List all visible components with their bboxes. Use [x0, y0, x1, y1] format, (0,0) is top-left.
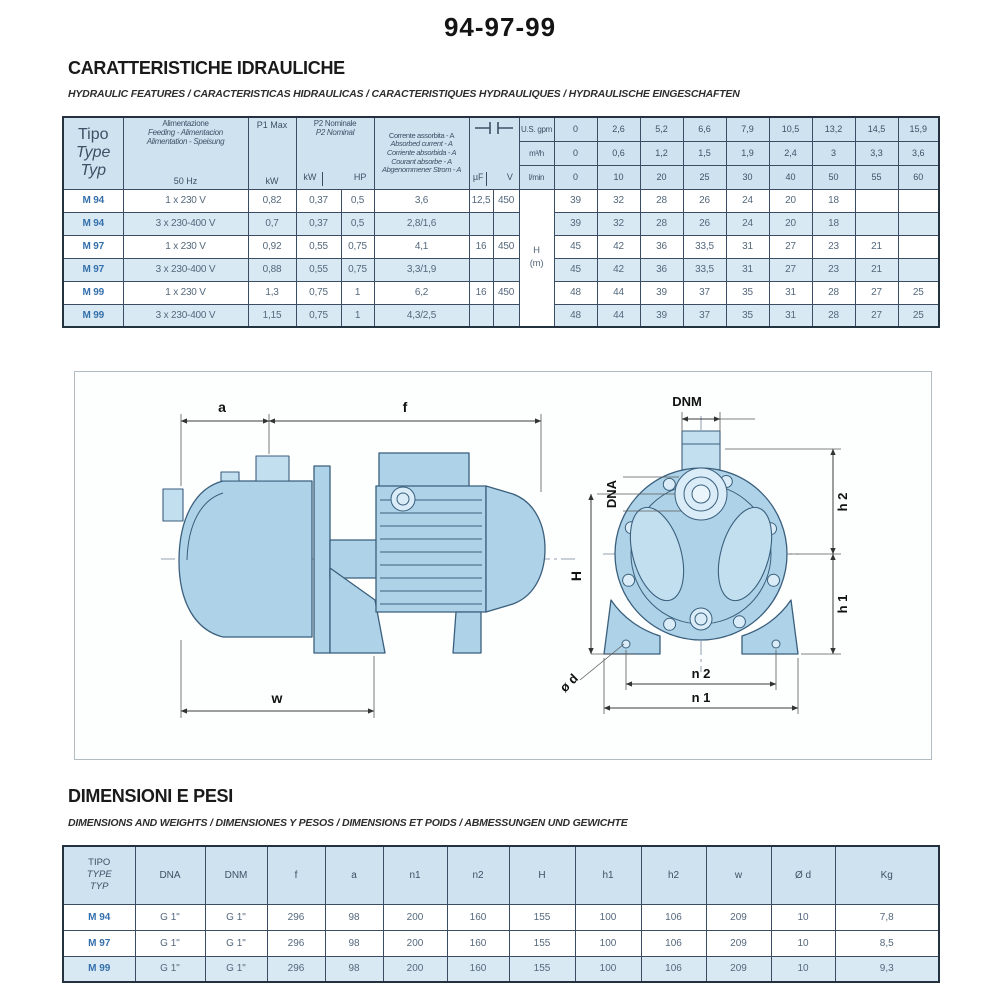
hydraulic-table [62, 116, 940, 328]
header-current: Corrente assorbita - A Absorbed current - A Corriente absorbida - A Courant absorbe - A Abgenommener Strom - A [374, 117, 469, 189]
p2-kw-cell: 0,55 [296, 235, 341, 258]
capacitor-uf-cell [469, 212, 493, 235]
head-value-cell: 48 [554, 304, 597, 327]
dimension-cell: 200 [383, 956, 447, 982]
flow-value-cell: 50 [812, 165, 855, 189]
dimension-cell: 98 [325, 956, 383, 982]
dimension-cell: 209 [706, 930, 771, 956]
flow-value-cell: 0 [554, 117, 597, 141]
dimension-cell: 296 [267, 930, 325, 956]
capacitor-icon [474, 120, 514, 136]
p2-hp-cell: 1 [341, 304, 374, 327]
dimension-cell: G 1" [135, 956, 205, 982]
capacitor-uf-cell: 16 [469, 281, 493, 304]
supply-cell: 3 x 230-400 V [123, 258, 248, 281]
hydraulic-row [63, 258, 939, 281]
current-cell: 4,1 [374, 235, 469, 258]
p2-hp-cell: 0,75 [341, 258, 374, 281]
foot-hole-left [622, 640, 630, 648]
hydraulic-row [63, 212, 939, 235]
delivery-port-front [682, 431, 720, 471]
terminal-box [379, 453, 469, 487]
dimension-cell: 209 [706, 956, 771, 982]
dimension-cell: 100 [575, 904, 641, 930]
dim-label-n2: n 2 [691, 666, 711, 681]
flow-value-cell: 60 [898, 165, 939, 189]
head-value-cell: 33,5 [683, 258, 726, 281]
p2-kw-cell: 0,75 [296, 281, 341, 304]
dimension-cell: G 1" [205, 930, 267, 956]
head-value-cell: 48 [554, 281, 597, 304]
head-value-cell: 24 [726, 212, 769, 235]
flow-value-cell: 30 [726, 165, 769, 189]
hydraulic-row [63, 235, 939, 258]
flow-value-cell: 14,5 [855, 117, 898, 141]
head-value-cell: 36 [640, 235, 683, 258]
dimension-cell: 98 [325, 904, 383, 930]
head-value-cell: 18 [812, 189, 855, 212]
header-capacitor: µF V [469, 117, 519, 189]
dimension-cell: 106 [641, 904, 706, 930]
dimensions-row [63, 930, 939, 956]
head-value-cell: 39 [554, 212, 597, 235]
head-value-cell: 42 [597, 235, 640, 258]
dimension-cell: 155 [509, 930, 575, 956]
head-value-cell: 20 [769, 212, 812, 235]
dim-label-h: H [568, 570, 584, 582]
supply-cell: 1 x 230 V [123, 235, 248, 258]
capacitor-v-cell [493, 304, 519, 327]
flow-value-cell: 13,2 [812, 117, 855, 141]
head-value-cell: 21 [855, 258, 898, 281]
flow-unit-lmin: l/min [519, 165, 554, 189]
dimension-cell: G 1" [205, 956, 267, 982]
dimension-cell: G 1" [135, 904, 205, 930]
dim-label-n1: n 1 [691, 690, 711, 705]
page-title: 94-97-99 [443, 12, 557, 42]
flow-value-cell: 2,6 [597, 117, 640, 141]
head-value-cell: 28 [640, 189, 683, 212]
capacitor-uf-cell: 16 [469, 235, 493, 258]
head-value-cell: 23 [812, 235, 855, 258]
flow-value-cell: 20 [640, 165, 683, 189]
p2-kw-cell: 0,37 [296, 189, 341, 212]
flow-value-cell: 3 [812, 141, 855, 165]
head-value-cell: 28 [812, 281, 855, 304]
head-value-cell: 23 [812, 258, 855, 281]
flow-value-cell: 10 [597, 165, 640, 189]
dimensions-header-cell: n2 [447, 846, 509, 904]
pump-type-cell: M 99 [63, 304, 123, 327]
head-value-cell: 42 [597, 258, 640, 281]
p1max-cell: 0,88 [248, 258, 296, 281]
dimensions-table [62, 845, 940, 983]
p2-kw-cell: 0,75 [296, 304, 341, 327]
pump-casing [179, 481, 312, 637]
flow-value-cell: 55 [855, 165, 898, 189]
hydraulic-table-body [63, 189, 939, 327]
dimension-cell: 98 [325, 930, 383, 956]
dim-label-od: ø d [556, 670, 582, 696]
current-cell: 4,3/2,5 [374, 304, 469, 327]
head-value-cell: 39 [554, 189, 597, 212]
p1max-cell: 0,82 [248, 189, 296, 212]
dimensions-header-cell: f [267, 846, 325, 904]
dimensions-header-cell: n1 [383, 846, 447, 904]
hydraulic-row [63, 189, 939, 212]
flow-value-cell: 3,6 [898, 141, 939, 165]
dimension-cell: 200 [383, 930, 447, 956]
hydraulic-section-subtitle: HYDRAULIC FEATURES / CARACTERISTICAS HIDRAULICAS / CARACTERISTIQUES HYDRAULIQUES / HYDRAULISCHE EINGESCHAFTEN [68, 88, 740, 100]
dimensions-header-cell: Kg [835, 846, 939, 904]
dimensions-header-cell: DNA [135, 846, 205, 904]
dimension-cell: 9,3 [835, 956, 939, 982]
pump-type-cell: M 94 [63, 189, 123, 212]
head-value-cell: 45 [554, 235, 597, 258]
pump-type-cell: M 99 [63, 281, 123, 304]
header-p2: P2 Nominale P2 Nominal kW HP [296, 117, 374, 189]
head-value-cell: 28 [640, 212, 683, 235]
dimension-cell: 10 [771, 904, 835, 930]
head-value-cell: 35 [726, 281, 769, 304]
p1max-cell: 0,7 [248, 212, 296, 235]
head-value-cell: 25 [898, 304, 939, 327]
dim-label-a: a [218, 399, 226, 415]
dimension-cell: G 1" [135, 930, 205, 956]
dimensions-header-cell: DNM [205, 846, 267, 904]
p2-hp-cell: 0,5 [341, 212, 374, 235]
header-p1max: P1 Max kW [248, 117, 296, 189]
flow-value-cell: 1,5 [683, 141, 726, 165]
dimensions-row [63, 956, 939, 982]
flow-unit-gpm: U.S. gpm [519, 117, 554, 141]
head-value-cell: 28 [812, 304, 855, 327]
flow-value-cell: 25 [683, 165, 726, 189]
dimensions-row [63, 904, 939, 930]
head-value-cell [855, 212, 898, 235]
flow-value-cell: 15,9 [898, 117, 939, 141]
flow-value-cell: 0 [554, 141, 597, 165]
foot-hole-right [772, 640, 780, 648]
dim-label-h2: h 2 [835, 492, 850, 512]
pump-type-cell: M 97 [63, 258, 123, 281]
head-value-cell: 26 [683, 212, 726, 235]
capacitor-uf-cell [469, 304, 493, 327]
head-value-cell: 31 [726, 235, 769, 258]
header-supply: Alimentazione Feeding - Alimentacion Alimentation - Speisung 50 Hz [123, 117, 248, 189]
head-value-cell [898, 258, 939, 281]
dimension-cell: 7,8 [835, 904, 939, 930]
head-value-cell [855, 189, 898, 212]
capacitor-v-cell: 450 [493, 189, 519, 212]
dimension-cell: 160 [447, 930, 509, 956]
pump-type-cell: M 97 [63, 235, 123, 258]
dimensions-header-cell: w [706, 846, 771, 904]
current-cell: 2,8/1,6 [374, 212, 469, 235]
head-value-cell: 44 [597, 304, 640, 327]
dim-label-f: f [402, 399, 408, 415]
head-value-cell [898, 212, 939, 235]
head-value-cell: 39 [640, 281, 683, 304]
head-value-cell: 27 [855, 281, 898, 304]
capacitor-v-cell: 450 [493, 235, 519, 258]
pump-side-view [161, 399, 575, 718]
flow-value-cell: 40 [769, 165, 812, 189]
flow-value-cell: 1,9 [726, 141, 769, 165]
pump-type-cell: M 94 [63, 212, 123, 235]
fan-cover [486, 486, 545, 612]
current-cell: 3,6 [374, 189, 469, 212]
head-value-cell: 27 [769, 258, 812, 281]
current-cell: 6,2 [374, 281, 469, 304]
head-value-cell: 32 [597, 212, 640, 235]
dimensions-section-subtitle: DIMENSIONS AND WEIGHTS / DIMENSIONES Y PESOS / DIMENSIONS ET POIDS / ABMESSUNGEN UND GEWICHTE [68, 817, 628, 829]
dimensions-header-cell: a [325, 846, 383, 904]
head-value-cell: 37 [683, 281, 726, 304]
dim-label-dnm: DNM [672, 394, 702, 409]
delivery-port-side [256, 456, 289, 481]
head-value-cell: 18 [812, 212, 855, 235]
pump-type-cell: M 99 [63, 956, 135, 982]
dimensions-header-cell: h2 [641, 846, 706, 904]
dimension-cell: 100 [575, 956, 641, 982]
suction-port-side [163, 489, 183, 521]
capacitor-v-cell [493, 258, 519, 281]
head-value-cell: 36 [640, 258, 683, 281]
dimension-cell: 296 [267, 904, 325, 930]
dimensions-header-cell: h1 [575, 846, 641, 904]
flow-value-cell: 7,9 [726, 117, 769, 141]
capacitor-uf-cell: 12,5 [469, 189, 493, 212]
head-value-cell: 37 [683, 304, 726, 327]
p1max-cell: 1,3 [248, 281, 296, 304]
pump-front-view [557, 394, 850, 714]
flow-value-cell: 0 [554, 165, 597, 189]
flow-value-cell: 1,2 [640, 141, 683, 165]
pump-flange [314, 466, 330, 653]
dimension-cell: 200 [383, 904, 447, 930]
head-value-cell: 33,5 [683, 235, 726, 258]
pump-technical-drawing [74, 371, 932, 760]
supply-cell: 3 x 230-400 V [123, 304, 248, 327]
flow-value-cell: 5,2 [640, 117, 683, 141]
dim-label-h1: h 1 [835, 594, 850, 614]
dim-label-dna: DNA [604, 479, 619, 509]
head-value-cell: 35 [726, 304, 769, 327]
dimension-cell: 209 [706, 904, 771, 930]
dimension-cell: 10 [771, 956, 835, 982]
head-value-cell: 31 [769, 281, 812, 304]
head-value-cell: 31 [769, 304, 812, 327]
dimension-cell: 10 [771, 930, 835, 956]
p1max-cell: 1,15 [248, 304, 296, 327]
dim-label-w: w [271, 690, 283, 706]
capacitor-uf-cell [469, 258, 493, 281]
p2-kw-cell: 0,37 [296, 212, 341, 235]
head-value-cell: 27 [855, 304, 898, 327]
flow-value-cell: 6,6 [683, 117, 726, 141]
head-value-cell: 44 [597, 281, 640, 304]
hydraulic-header-row [63, 117, 939, 141]
dimension-cell: 8,5 [835, 930, 939, 956]
dimension-cell: 106 [641, 930, 706, 956]
p2-hp-cell: 0,5 [341, 189, 374, 212]
capacitor-v-cell: 450 [493, 281, 519, 304]
flow-value-cell: 3,3 [855, 141, 898, 165]
dimensions-table-body [63, 904, 939, 982]
supply-cell: 1 x 230 V [123, 281, 248, 304]
head-value-cell: 25 [898, 281, 939, 304]
hydraulic-section-title: CARATTERISTICHE IDRAULICHE [68, 58, 345, 78]
head-value-cell [898, 189, 939, 212]
dimension-cell: 160 [447, 904, 509, 930]
head-value-cell: 20 [769, 189, 812, 212]
head-value-cell: 45 [554, 258, 597, 281]
motor-foot [453, 612, 481, 653]
head-value-cell [898, 235, 939, 258]
dimension-cell: 160 [447, 956, 509, 982]
header-type: Tipo Type Typ [63, 117, 123, 189]
dimensions-section-title: DIMENSIONI E PESI [68, 786, 233, 806]
head-value-cell: 21 [855, 235, 898, 258]
head-value-cell: 26 [683, 189, 726, 212]
dimension-cell: 100 [575, 930, 641, 956]
head-meters-label: H (m) [519, 189, 554, 327]
current-cell: 3,3/1,9 [374, 258, 469, 281]
p2-hp-cell: 0,75 [341, 235, 374, 258]
pump-drawing-svg [75, 372, 931, 759]
head-value-cell: 32 [597, 189, 640, 212]
capacitor-v-cell [493, 212, 519, 235]
pump-type-cell: M 94 [63, 904, 135, 930]
flow-value-cell: 0,6 [597, 141, 640, 165]
flow-unit-m3h: m³/h [519, 141, 554, 165]
dimension-cell: 296 [267, 956, 325, 982]
flow-value-cell: 10,5 [769, 117, 812, 141]
hydraulic-row [63, 281, 939, 304]
dimension-cell: 155 [509, 904, 575, 930]
p2-kw-cell: 0,55 [296, 258, 341, 281]
pump-type-cell: M 97 [63, 930, 135, 956]
dimensions-header-cell: Ø d [771, 846, 835, 904]
dimension-cell: G 1" [205, 904, 267, 930]
p2-hp-cell: 1 [341, 281, 374, 304]
dimension-cell: 155 [509, 956, 575, 982]
dimensions-header-cell: H [509, 846, 575, 904]
hydraulic-row [63, 304, 939, 327]
supply-cell: 1 x 230 V [123, 189, 248, 212]
flow-value-cell: 2,4 [769, 141, 812, 165]
head-value-cell: 24 [726, 189, 769, 212]
head-value-cell: 31 [726, 258, 769, 281]
filler-plug [221, 472, 239, 481]
p1max-cell: 0,92 [248, 235, 296, 258]
supply-cell: 3 x 230-400 V [123, 212, 248, 235]
dimension-cell: 106 [641, 956, 706, 982]
head-value-cell: 27 [769, 235, 812, 258]
head-value-cell: 39 [640, 304, 683, 327]
dimensions-header-row [63, 846, 939, 904]
dimensions-header-type: TIPO TYPE TYP [63, 846, 135, 904]
